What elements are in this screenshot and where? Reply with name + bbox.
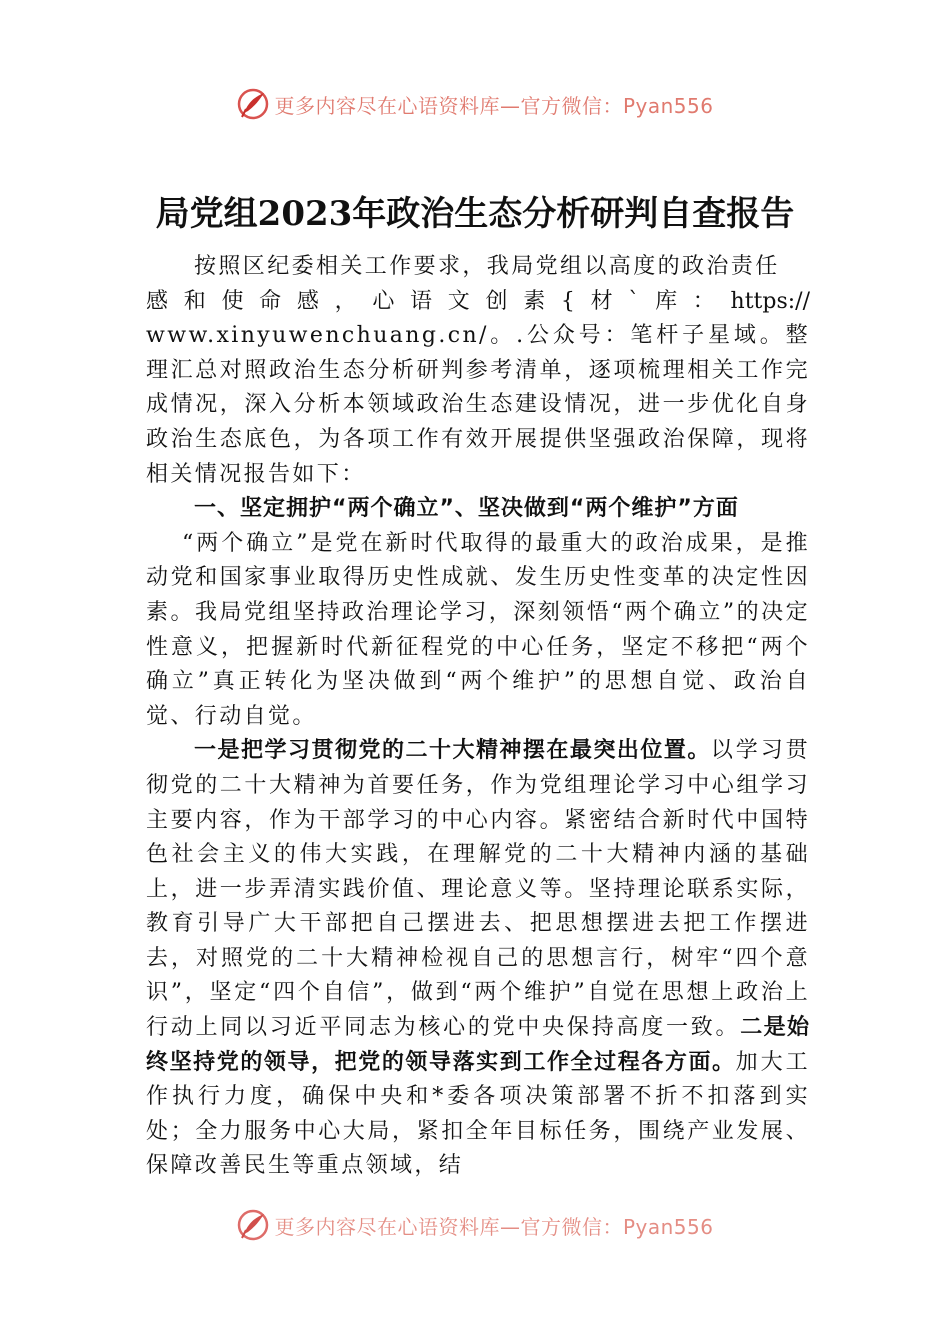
intro-paragraph: www.xinyuwenchuang.cn/。.公众号：笔杆子星域。整理汇总对照政治生态分析研判参考清单，逐项梳理相关工作完成情况，深入分析本领域政治生态建设情况，进一步优化自身政治生态底色，为各项工作有效开展提供坚强政治保障，现将相关情况报告如下： xyxy=(146,323,810,487)
point-2-lead: 二是始终坚持党的领导，把党的领导落实到工作全过程各方面。 xyxy=(146,1015,810,1075)
watermark-footer xyxy=(0,1205,950,1245)
feather-pen-logo-icon xyxy=(236,1208,270,1242)
point-1-text: 以学习贯彻党的二十大精神为首要任务，作为党组理论学习中心组学习主要内容，作为干部学习的中心内容。紧密结合新时代中国特色社会主义的伟大实践，在理解党的二十大精神内涵的基础上，进一步弄清实践价值、理论意义等。坚持理论联系实际，教育引导广大干部把自己摆进去、把思想摆进去把工作摆进去，对照党的二十大精神检视自己的思想言行，树牢“四个意识”，坚定“四个自信”，做到“两个维护”自觉在思想上政治上行动上同以习近平同志为核心的党中央保持高度一致。 xyxy=(146,738,810,1041)
document-body xyxy=(146,250,810,1184)
point-1-lead: 一是把学习贯彻党的二十大精神摆在最突出位置。 xyxy=(194,738,711,764)
section-1-paragraph: “两个确立”是党在新时代取得的最重大的政治成果，是推动党和国家事业取得历史性成就、发生历史性变革的决定性因素。我局党组坚持政治理论学习，深刻领悟“两个确立”的决定性意义，把握新时代新征程党的中心任务，坚定不移把“两个确立”真正转化为坚决做到“两个维护”的思想自觉、政治自觉、行动自觉。 xyxy=(146,530,810,729)
point-2-text: 加大工作执行力度，确保中央和*委各项决策部署不折不扣落到实处；全力服务中心大局，紧扣全年目标任务，围绕产业发展、保障改善民生等重点领域，结 xyxy=(146,1049,810,1179)
watermark-text: 更多内容尽在心语资料库—官方微信：Pyan556 xyxy=(274,93,714,118)
page-title: 局党组2023年政治生态分析研判自查报告 xyxy=(155,194,795,234)
point-1-paragraph xyxy=(146,734,810,1184)
section-1-heading: 一、坚定拥护“两个确立”、坚决做到“两个维护”方面 xyxy=(194,496,739,522)
watermark-text: 更多内容尽在心语资料库—官方微信：Pyan556 xyxy=(274,1214,714,1239)
intro-line-1: 按照区纪委相关工作要求，我局党组以高度的政治责任 xyxy=(194,254,780,279)
intro-line-2: 感和使命感，心语文创素{材`库：https:// xyxy=(146,288,810,314)
